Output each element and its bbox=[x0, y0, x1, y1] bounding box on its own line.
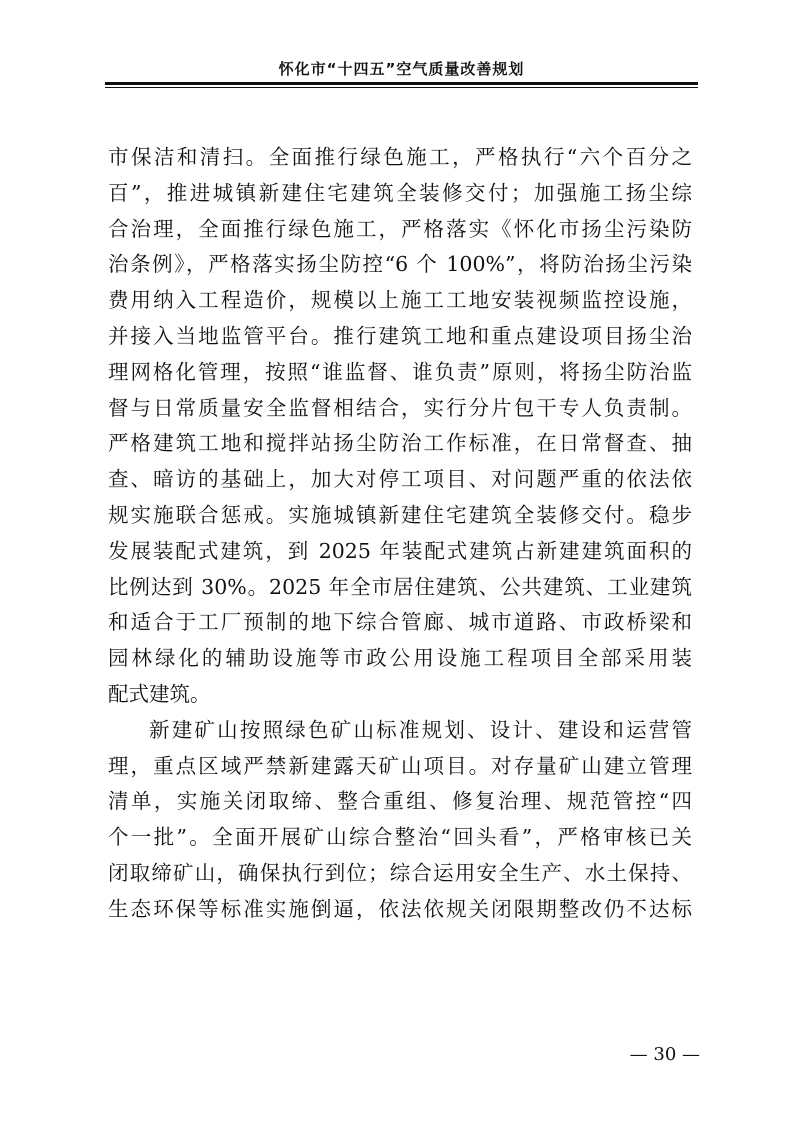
text-line: 治条例》，严格落实扬尘防控“6 个 100%”，将防治扬尘污染 bbox=[108, 252, 692, 277]
text-line: 并接入当地监管平台。推行建筑工地和重点建设项目扬尘治 bbox=[108, 323, 692, 348]
text-line: 发展装配式建筑，到 2025 年装配式建筑占新建建筑面积的 bbox=[108, 538, 692, 563]
text-line: 比例达到 30%。2025 年全市居住建筑、公共建筑、工业建筑 bbox=[108, 574, 692, 599]
text-line: 理，重点区域严禁新建露天矿山项目。对存量矿山建立管理 bbox=[108, 753, 692, 778]
text-line: 生态环保等标准实施倒逼，依法依规关闭限期整改仍不达标 bbox=[108, 896, 692, 921]
paragraph-construction-dust bbox=[108, 140, 692, 713]
text-line: 园林绿化的辅助设施等市政公用设施工程项目全部采用装 bbox=[108, 646, 692, 671]
running-header-title: 怀化市“十四五”空气质量改善规划 bbox=[278, 60, 525, 78]
text-line: 新建矿山按照绿色矿山标准规划、设计、建设和运营管 bbox=[149, 717, 692, 742]
document-body bbox=[108, 140, 692, 928]
text-line: 百”，推进城镇新建住宅建筑全装修交付；加强施工扬尘综 bbox=[108, 180, 692, 205]
text-line: 配式建筑。 bbox=[108, 681, 211, 706]
text-line: 清单，实施关闭取缔、整合重组、修复治理、规范管控“四 bbox=[108, 789, 692, 814]
text-line: 市保洁和清扫。全面推行绿色施工，严格执行“六个百分之 bbox=[108, 145, 692, 169]
text-line: 理网格化管理，按照“谁监督、谁负责”原则，将扬尘防治监 bbox=[108, 359, 692, 384]
header-rule-thin bbox=[105, 87, 698, 88]
text-line: 查、暗访的基础上，加大对停工项目、对问题严重的依法依 bbox=[108, 467, 692, 492]
header-rule-thick bbox=[105, 82, 698, 85]
text-line: 闭取缔矿山，确保执行到位；综合运用安全生产、水土保持、 bbox=[108, 860, 692, 885]
page-number: — 30 — bbox=[629, 1044, 700, 1065]
text-line: 严格建筑工地和搅拌站扬尘防治工作标准，在日常督查、抽 bbox=[108, 431, 692, 456]
text-line: 规实施联合惩戒。实施城镇新建住宅建筑全装修交付。稳步 bbox=[108, 502, 692, 527]
text-line: 费用纳入工程造价，规模以上施工工地安装视频监控设施， bbox=[108, 288, 692, 313]
text-line: 和适合于工厂预制的地下综合管廊、城市道路、市政桥梁和 bbox=[108, 610, 692, 635]
text-line: 督与日常质量安全监督相结合，实行分片包干专人负责制。 bbox=[108, 395, 692, 420]
text-line: 个一批”。全面开展矿山综合整治“回头看”，严格审核已关 bbox=[108, 825, 692, 850]
paragraph-mining bbox=[108, 713, 692, 928]
text-line: 合治理，全面推行绿色施工，严格落实《怀化市扬尘污染防 bbox=[108, 216, 692, 241]
